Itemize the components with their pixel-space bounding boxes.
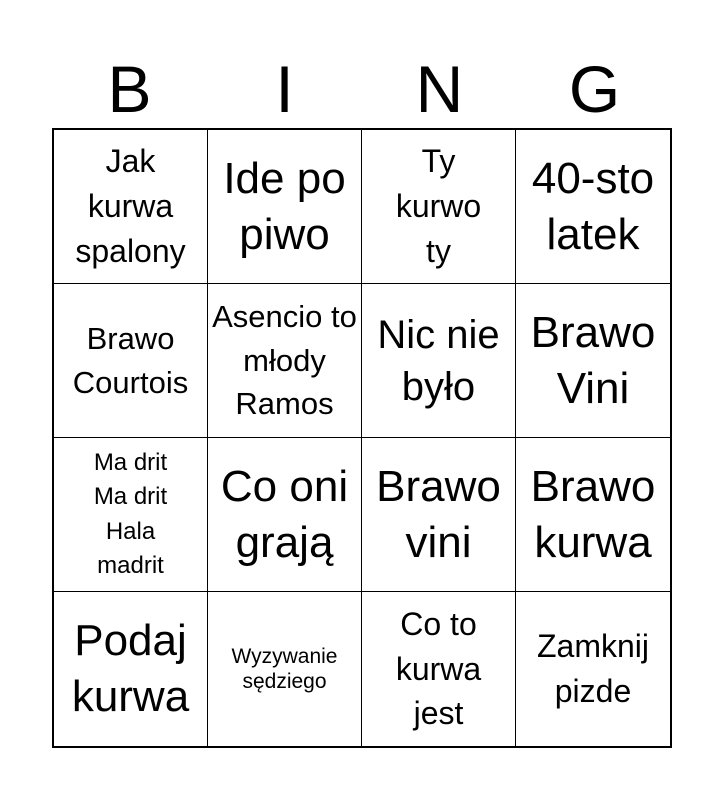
header-letter-g: G xyxy=(568,52,621,126)
bingo-cell[interactable] xyxy=(516,284,670,438)
bingo-cell[interactable] xyxy=(54,592,208,746)
bingo-cell-text: 40-sto latek xyxy=(531,153,655,259)
bingo-cell[interactable] xyxy=(208,592,362,746)
bingo-cell-text: Co to kurwa jest xyxy=(395,605,482,732)
bingo-cell-text: Podaj kurwa xyxy=(71,616,190,721)
bingo-cell-text: Brawo Courtois xyxy=(72,321,189,400)
bingo-cell-text: Ma drit Ma drit Hala madrit xyxy=(93,449,168,579)
bingo-cell[interactable] xyxy=(54,438,208,592)
bingo-cell[interactable] xyxy=(516,592,670,746)
bingo-cell-text: Brawo vini xyxy=(376,461,501,567)
bingo-cell-text: Zamknij pizde xyxy=(536,628,649,709)
bingo-cell-text: Jak kurwa spalony xyxy=(75,143,186,269)
bingo-cell-text: Brawo Vini xyxy=(530,307,656,413)
bingo-cell[interactable] xyxy=(208,438,362,592)
bingo-grid xyxy=(52,128,672,748)
header-letter-b: B xyxy=(107,52,152,126)
bingo-cell-text: Nic nie było xyxy=(377,312,500,409)
bingo-cell[interactable] xyxy=(362,130,516,284)
bingo-cell[interactable] xyxy=(208,284,362,438)
header-letter-i: I xyxy=(275,52,294,126)
bingo-cell-text: Brawo kurwa xyxy=(530,461,656,567)
bingo-cell-text: Co oni grają xyxy=(220,461,349,567)
bingo-header xyxy=(52,50,672,128)
bingo-cell[interactable] xyxy=(362,438,516,592)
bingo-cell[interactable] xyxy=(516,438,670,592)
bingo-cell[interactable] xyxy=(54,284,208,438)
bingo-cell[interactable] xyxy=(208,130,362,284)
bingo-cell-text: Asencio to młody Ramos xyxy=(212,299,357,422)
bingo-cell[interactable] xyxy=(362,284,516,438)
header-letter-n: N xyxy=(415,52,464,126)
bingo-cell[interactable] xyxy=(516,130,670,284)
bingo-cell-text: Ide po piwo xyxy=(223,153,346,259)
bingo-cell-text: Wyzywanie sędziego xyxy=(231,644,338,693)
bingo-cell[interactable] xyxy=(54,130,208,284)
bingo-cell-text: Ty kurwo ty xyxy=(395,143,482,269)
bingo-cell[interactable] xyxy=(362,592,516,746)
